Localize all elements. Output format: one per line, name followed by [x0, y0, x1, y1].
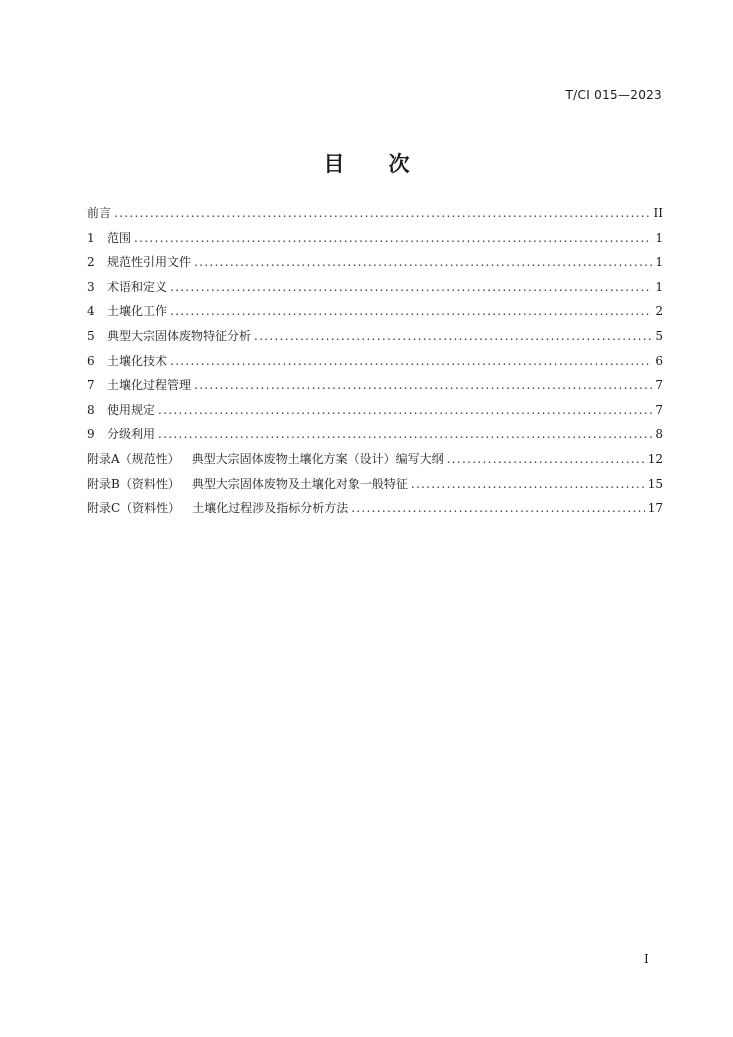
toc-entry-label: 土壤化工作 — [107, 304, 168, 319]
table-of-contents — [87, 201, 663, 521]
toc-entry-3[interactable] — [87, 275, 663, 300]
appendix-title: 典型大宗固体废物土壤化方案（设计）编写大纲 — [191, 451, 444, 466]
toc-entry-number: 8 — [87, 402, 95, 417]
toc-entry-label: 范围 — [107, 230, 132, 245]
toc-entry-label: 前言 — [87, 206, 112, 220]
toc-entry-foreword[interactable] — [87, 201, 663, 226]
toc-entry-label: 使用规定 — [107, 402, 156, 417]
toc-entry-number: 3 — [87, 279, 95, 294]
toc-entry-label: 土壤化过程管理 — [107, 378, 192, 393]
toc-entry-page: 1 — [655, 279, 663, 294]
appendix-prefix: 附录C（资料性） — [87, 501, 181, 516]
toc-entry-page: 1 — [655, 230, 663, 245]
page-title — [0, 148, 733, 178]
dot-leader — [447, 447, 645, 472]
toc-entry-page: 2 — [655, 304, 663, 319]
toc-entry-number: 2 — [87, 255, 95, 270]
dot-leader — [134, 226, 652, 251]
toc-entry-page: 8 — [655, 427, 663, 442]
dot-leader — [170, 349, 652, 374]
toc-entry-appendix-a[interactable] — [87, 447, 663, 472]
toc-entry-page: 15 — [647, 476, 663, 491]
toc-entry-page: 1 — [655, 255, 663, 270]
toc-entry-label: 土壤化技术 — [107, 353, 168, 368]
toc-entry-appendix-b[interactable] — [87, 472, 663, 497]
toc-entry-number: 7 — [87, 378, 95, 393]
dot-leader — [254, 324, 652, 349]
dot-leader — [194, 373, 652, 398]
toc-entry-5[interactable] — [87, 324, 663, 349]
toc-entry-page: 6 — [655, 353, 663, 368]
dot-leader — [114, 201, 651, 226]
toc-entry-number: 9 — [87, 427, 95, 442]
appendix-title: 土壤化过程涉及指标分析方法 — [192, 501, 349, 516]
toc-entry-appendix-c[interactable] — [87, 496, 663, 521]
toc-entry-number: 6 — [87, 353, 95, 368]
toc-entry-label: 术语和定义 — [107, 279, 168, 294]
dot-leader — [411, 472, 645, 497]
toc-entry-label: 分级利用 — [107, 427, 156, 442]
toc-entry-1[interactable] — [87, 226, 663, 251]
document-code: T/CI 015—2023 — [565, 88, 662, 102]
appendix-prefix: 附录B（资料性） — [87, 476, 180, 491]
dot-leader — [194, 250, 652, 275]
title-char-right: 次 — [388, 152, 410, 176]
dot-leader — [170, 299, 652, 324]
dot-leader — [170, 275, 652, 300]
toc-entry-2[interactable] — [87, 250, 663, 275]
toc-entry-number: 5 — [87, 328, 95, 343]
toc-entry-9[interactable] — [87, 422, 663, 447]
toc-entry-page: II — [653, 206, 663, 220]
toc-entry-4[interactable] — [87, 299, 663, 324]
toc-entry-page: 7 — [655, 402, 663, 417]
toc-entry-page: 5 — [655, 328, 663, 343]
toc-entry-page: 12 — [647, 451, 663, 466]
page-number: I — [644, 952, 649, 966]
toc-entry-6[interactable] — [87, 349, 663, 374]
appendix-title: 典型大宗固体废物及土壤化对象一般特征 — [191, 476, 408, 491]
toc-entry-number: 1 — [87, 230, 95, 245]
appendix-prefix: 附录A（规范性） — [87, 451, 180, 466]
toc-entry-label: 规范性引用文件 — [107, 255, 192, 270]
toc-entry-label: 典型大宗固体废物特征分析 — [107, 328, 252, 343]
toc-entry-8[interactable] — [87, 398, 663, 423]
dot-leader — [351, 496, 645, 521]
dot-leader — [158, 398, 652, 423]
title-char-left: 目 — [323, 152, 345, 176]
toc-entry-number: 4 — [87, 304, 95, 319]
dot-leader — [158, 422, 652, 447]
toc-entry-page: 7 — [655, 378, 663, 393]
toc-entry-page: 17 — [647, 501, 663, 516]
toc-entry-7[interactable] — [87, 373, 663, 398]
